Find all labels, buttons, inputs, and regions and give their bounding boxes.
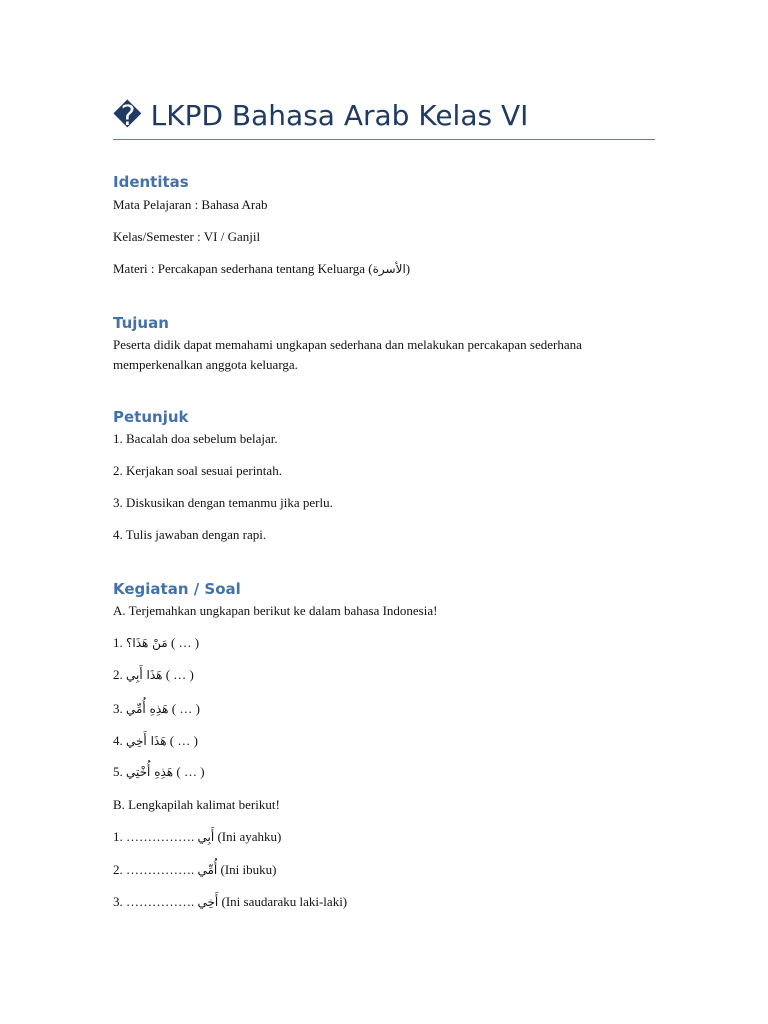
petunjuk-item: 4. Tulis jawaban dengan rapi. (113, 527, 267, 542)
title-underline (113, 139, 655, 140)
part-b-instruction: B. Lengkapilah kalimat berikut! (113, 797, 280, 812)
answer-placeholder: ( … ) (173, 764, 205, 779)
arabic-phrase: هَذَا أَبِي (126, 668, 163, 682)
part-a-item (113, 633, 199, 653)
arabic-word: أُمِّي (197, 863, 218, 877)
item-number: 3. (113, 701, 126, 716)
answer-placeholder: ( … ) (167, 635, 200, 650)
materi-line (113, 259, 410, 279)
arabic-phrase: مَنْ هَذَا؟ (126, 636, 168, 650)
document-title-text: LKPD Bahasa Arab Kelas VI (150, 99, 529, 132)
document-title (113, 96, 655, 136)
item-number-with-blank: 3. ……………. (113, 894, 198, 909)
answer-placeholder: ( … ) (168, 701, 200, 716)
heading-petunjuk: Petunjuk (113, 408, 189, 426)
missing-glyph-icon: � (113, 99, 142, 132)
part-a-item (113, 762, 205, 782)
petunjuk-item: 3. Diskusikan dengan temanmu jika perlu. (113, 495, 333, 510)
item-number: 5. (113, 764, 126, 779)
tujuan-paragraph: Peserta didik dapat memahami ungkapan sederhana dan melakukan percakapan sederhana memperkenalkan anggota keluarga. (113, 337, 582, 372)
mata-pelajaran-line: Mata Pelajaran : Bahasa Arab (113, 197, 268, 212)
petunjuk-item: 2. Kerjakan soal sesuai perintah. (113, 463, 282, 478)
arabic-word: أَبِي (197, 830, 215, 844)
kelas-semester-line: Kelas/Semester : VI / Ganjil (113, 229, 261, 244)
item-number: 2. (113, 667, 126, 682)
part-a-item (113, 731, 198, 751)
answer-placeholder: ( … ) (166, 733, 198, 748)
heading-identitas: Identitas (113, 173, 189, 191)
translation-hint: (Ini ibuku) (217, 862, 277, 877)
part-a-instruction: A. Terjemahkan ungkapan berikut ke dalam bahasa Indonesia! (113, 603, 438, 618)
answer-placeholder: ( … ) (162, 667, 194, 682)
heading-tujuan: Tujuan (113, 314, 169, 332)
arabic-word: أَخِي (197, 895, 219, 909)
part-b-item (113, 892, 347, 912)
item-number-with-blank: 2. ……………. (113, 862, 198, 877)
part-b-item (113, 860, 276, 880)
arabic-phrase: هَذَا أَخِي (126, 734, 167, 748)
translation-hint: (Ini saudaraku laki-laki) (218, 894, 348, 909)
translation-hint: (Ini ayahku) (214, 829, 282, 844)
materi-suffix: ) (405, 261, 411, 276)
part-b-item (113, 827, 281, 847)
part-a-item (113, 665, 194, 685)
item-number-with-blank: 1. ……………. (113, 829, 198, 844)
arabic-phrase: هَذِهِ أُمِّي (126, 702, 169, 716)
petunjuk-item: 1. Bacalah doa sebelum belajar. (113, 431, 278, 446)
part-a-item (113, 699, 200, 719)
materi-prefix: Materi : Percakapan sederhana tentang Keluarga ( (113, 261, 373, 276)
materi-arabic: الأسرة (372, 262, 406, 276)
arabic-phrase: هَذِهِ أُخْتِي (126, 765, 174, 779)
heading-kegiatan: Kegiatan / Soal (113, 580, 241, 598)
item-number: 4. (113, 733, 126, 748)
item-number: 1. (113, 635, 126, 650)
